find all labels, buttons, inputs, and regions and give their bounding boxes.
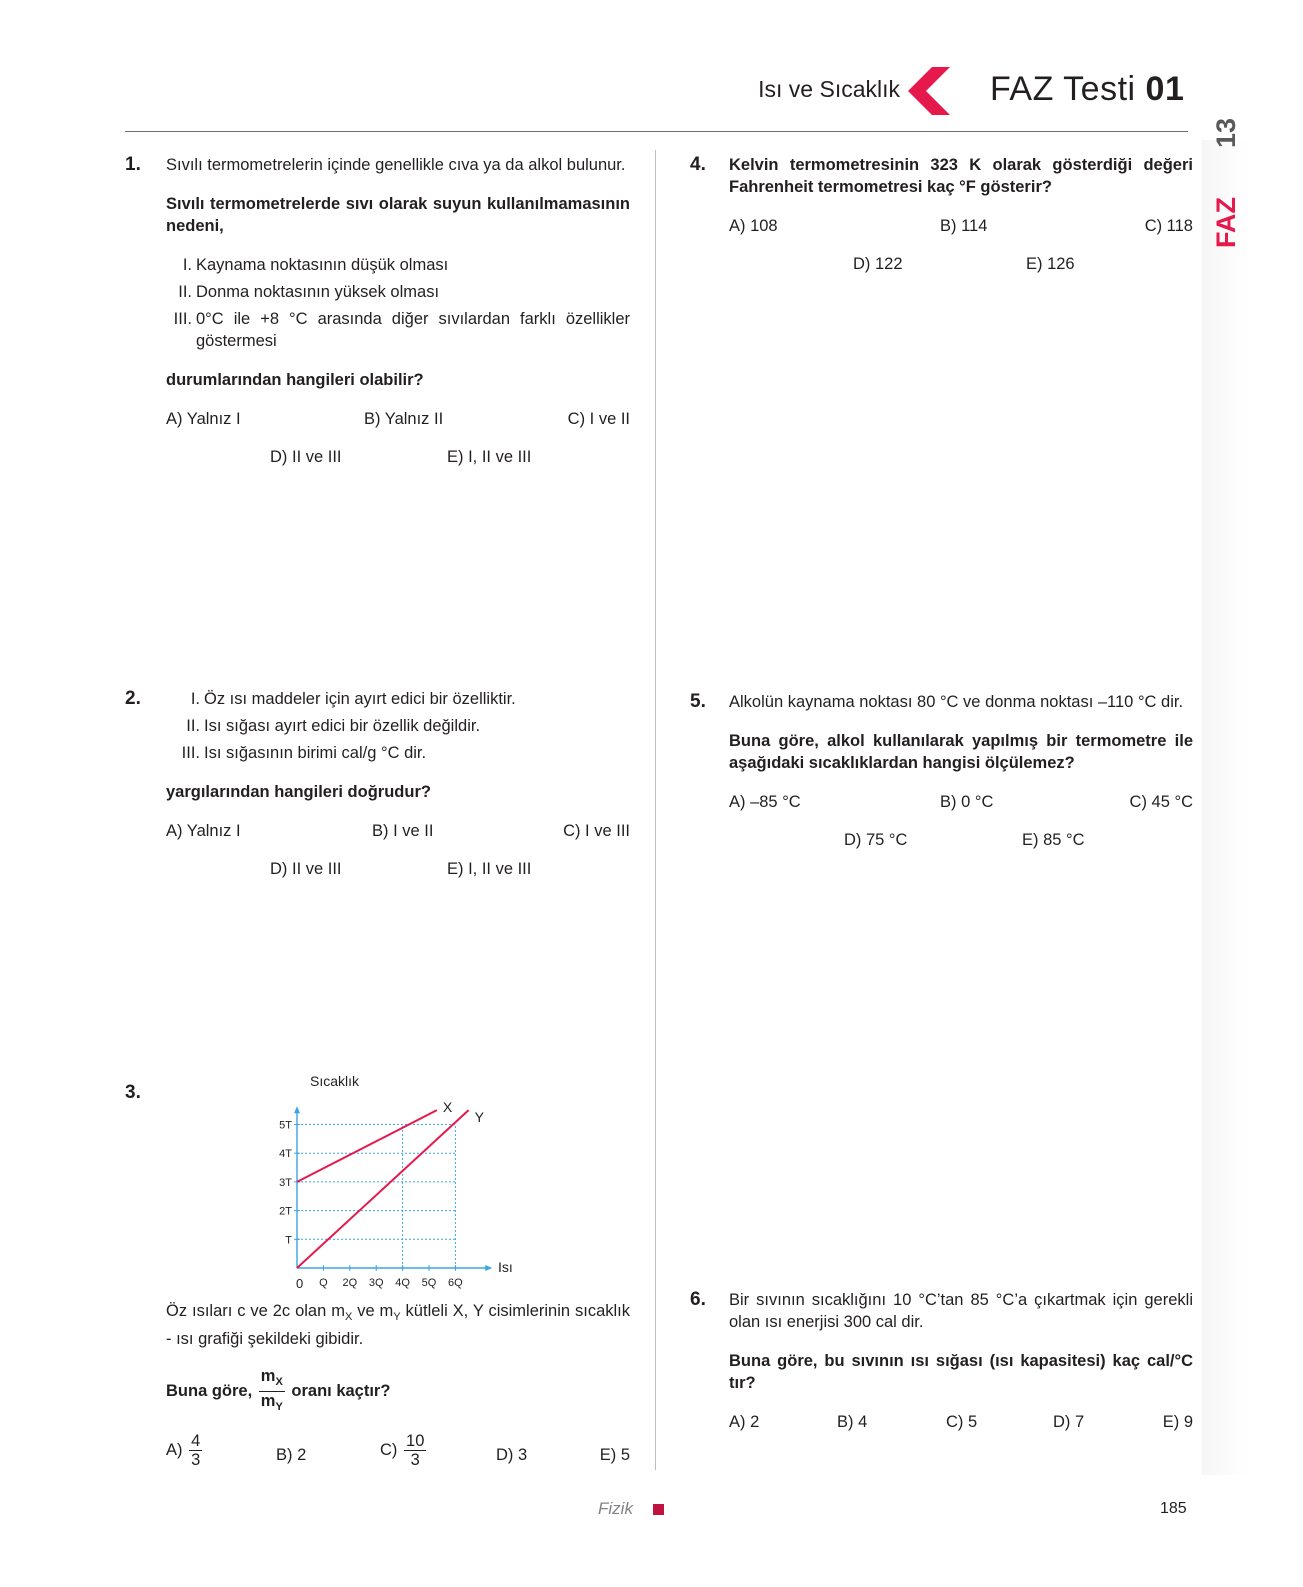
option-e[interactable]: E) 126: [1026, 255, 1075, 273]
option-d[interactable]: D) II ve III: [270, 448, 342, 466]
series-line-y: [297, 1110, 469, 1268]
series-label-x: X: [442, 1099, 453, 1116]
question-6-stem: Buna göre, bu sıvının ısı sığası (ısı kapasitesi) kaç cal/°C tır?: [729, 1352, 1193, 1392]
question-1-items: [166, 254, 630, 352]
option-b[interactable]: B) 0 °C: [940, 793, 994, 811]
list-item: I. Öz ısı maddeler için ayırt edici bir özelliktir.: [190, 690, 516, 708]
list-item: III. Isı sığasının birimi cal/g °C dir.: [181, 744, 427, 762]
question-5: [729, 691, 1193, 867]
option-d[interactable]: D) II ve III: [270, 860, 342, 878]
list-item: II. Isı sığası ayırt edici bir özellik değildir.: [186, 717, 481, 735]
chevron-left-icon: [908, 67, 952, 115]
question-4: [729, 154, 1193, 291]
option-c[interactable]: C) $\frac{10}{3}$: [380, 1432, 425, 1469]
option-a[interactable]: A) 108: [729, 217, 778, 235]
question-3-intro: Öz ısıları c ve 2c olan $m_X$ ve $m_Y$ kütleli X, Y cisimlerinin sıcaklık - ısı grafiği şekildeki gibidir.: [166, 1302, 630, 1348]
option-b[interactable]: B) I ve II: [372, 822, 434, 840]
option-c[interactable]: C) 5: [946, 1413, 978, 1431]
question-2-prompt: yargılarından hangileri doğrudur?: [166, 783, 431, 801]
option-b[interactable]: B) 4: [837, 1413, 868, 1431]
question-4-number: 4.: [690, 154, 706, 175]
header-topic: Isı ve Sıcaklık: [758, 76, 900, 102]
option-b[interactable]: B) 2: [276, 1446, 307, 1464]
question-3-number: 3.: [125, 1082, 141, 1103]
option-c[interactable]: C) 45 °C: [1129, 793, 1193, 811]
option-d[interactable]: D) 3: [496, 1446, 528, 1464]
option-e[interactable]: E) I, II ve III: [447, 448, 532, 466]
question-1-options-row2: [166, 446, 630, 484]
question-3: [166, 1300, 630, 1476]
list-item: III. 0°C ile +8 °C arasında diğer sıvılardan farklı özellikler göstermesi: [173, 310, 630, 350]
series-label-y: Y: [474, 1109, 484, 1126]
series-line-x: [297, 1110, 437, 1182]
option-e[interactable]: E) 85 °C: [1022, 831, 1085, 849]
question-1-options-row1: [166, 408, 630, 446]
y-tick-label: 4T: [279, 1148, 292, 1161]
question-1-intro: Sıvılı termometrelerin içinde genellikle cıva ya da alkol bulunur.: [166, 156, 626, 174]
question-4-options-row1: [729, 215, 1193, 253]
question-1-stem: Sıvılı termometrelerde sıvı olarak suyun kullanılmamasının nedeni,: [166, 195, 630, 235]
chart-axes: [294, 1106, 492, 1271]
x-tick-label: 2Q: [342, 1277, 358, 1289]
y-axis-label: Sıcaklık: [310, 1073, 360, 1089]
question-5-number: 5.: [690, 691, 706, 712]
question-4-stem: Kelvin termometresinin 323 K olarak gösterdiği değeri Fahrenheit termometresi kaç °F gösterir?: [729, 156, 1193, 196]
question-2-options-row2: [166, 858, 630, 896]
origin-label: 0: [296, 1276, 304, 1291]
question-1-number: 1.: [125, 154, 141, 175]
test-title: [990, 70, 1184, 109]
option-c[interactable]: C) 118: [1144, 217, 1193, 235]
temperature-heat-chart: [270, 1068, 530, 1291]
option-e[interactable]: E) 5: [599, 1446, 630, 1464]
option-e[interactable]: E) I, II ve III: [447, 860, 532, 878]
x-axis-arrow: [485, 1265, 492, 1271]
page-number: 185: [1160, 1500, 1187, 1517]
question-1: [166, 154, 630, 484]
column-divider: [655, 150, 656, 1470]
x-tick-label: Q: [319, 1277, 328, 1289]
x-tick-label: 3Q: [368, 1277, 384, 1289]
question-2-options-row1: [166, 820, 630, 858]
x-tick-label: 4Q: [395, 1277, 410, 1289]
faz-label: FAZ: [1211, 197, 1241, 248]
question-6-options: [729, 1411, 1193, 1449]
option-d[interactable]: D) 7: [1053, 1413, 1085, 1431]
option-a[interactable]: A) Yalnız I: [166, 410, 241, 428]
y-tick-label: 2T: [279, 1205, 292, 1218]
x-tick-label: 6Q: [448, 1277, 463, 1289]
question-6-number: 6.: [690, 1289, 706, 1310]
ratio-fraction: $\frac{m_X}{m_Y}$: [260, 1367, 283, 1413]
question-5-stem: Buna göre, alkol kullanılarak yapılmış bir termometre ile aşağıdaki sıcaklıklardan hangisi ölçülemez?: [729, 732, 1193, 772]
y-axis-arrow: [294, 1106, 300, 1113]
faz-number: 13: [1211, 117, 1241, 148]
question-4-options-row2: [729, 253, 1193, 291]
question-2-items: [174, 688, 630, 764]
option-a[interactable]: A) Yalnız I: [166, 822, 241, 840]
question-1-prompt: durumlarından hangileri olabilir?: [166, 371, 424, 389]
question-3-options: [166, 1430, 630, 1476]
option-c[interactable]: C) I ve III: [563, 822, 630, 840]
question-5-options-row2: [729, 829, 1193, 867]
x-axis-label: Isı: [498, 1259, 513, 1275]
x-tick-label: 5Q: [421, 1277, 437, 1289]
question-6: [729, 1289, 1193, 1449]
header-rule: [125, 131, 1188, 132]
faz-badge: [1205, 117, 1241, 258]
y-tick-label: 5T: [279, 1119, 292, 1132]
list-item: II. Donma noktasının yüksek olması: [178, 283, 440, 301]
option-c[interactable]: C) I ve II: [567, 410, 630, 428]
question-5-intro: Alkolün kaynama noktası 80 °C ve donma noktası –110 °C dir.: [729, 693, 1184, 711]
footer-square-icon: [653, 1504, 664, 1515]
option-a[interactable]: A) –85 °C: [729, 793, 801, 811]
option-a[interactable]: A) $\frac{4}{3}$: [166, 1432, 201, 1469]
footer-subject: Fizik: [598, 1499, 633, 1518]
side-tab: [1202, 140, 1248, 1475]
question-3-prompt: Buna göre, $\frac{m_X}{m_Y}$ oranı kaçtır?: [166, 1367, 630, 1416]
option-d[interactable]: D) 122: [853, 255, 903, 273]
option-b[interactable]: B) 114: [940, 217, 988, 235]
test-name: FAZ Testi: [990, 70, 1136, 108]
y-tick-label: 3T: [279, 1176, 292, 1189]
y-tick-label: T: [285, 1234, 292, 1247]
question-6-intro: Bir sıvının sıcaklığını 10 °C’tan 85 °C’a çıkartmak için gerekli olan ısı enerjisi 300 cal dir.: [729, 1291, 1193, 1331]
question-5-options-row1: [729, 791, 1193, 829]
option-e[interactable]: E) 9: [1162, 1413, 1193, 1431]
test-number: 01: [1145, 70, 1185, 108]
question-2: [166, 688, 630, 896]
option-b[interactable]: B) Yalnız II: [364, 410, 444, 428]
option-d[interactable]: D) 75 °C: [844, 831, 908, 849]
question-2-number: 2.: [125, 688, 141, 709]
option-a[interactable]: A) 2: [729, 1413, 760, 1431]
list-item: I. Kaynama noktasının düşük olması: [182, 256, 449, 274]
